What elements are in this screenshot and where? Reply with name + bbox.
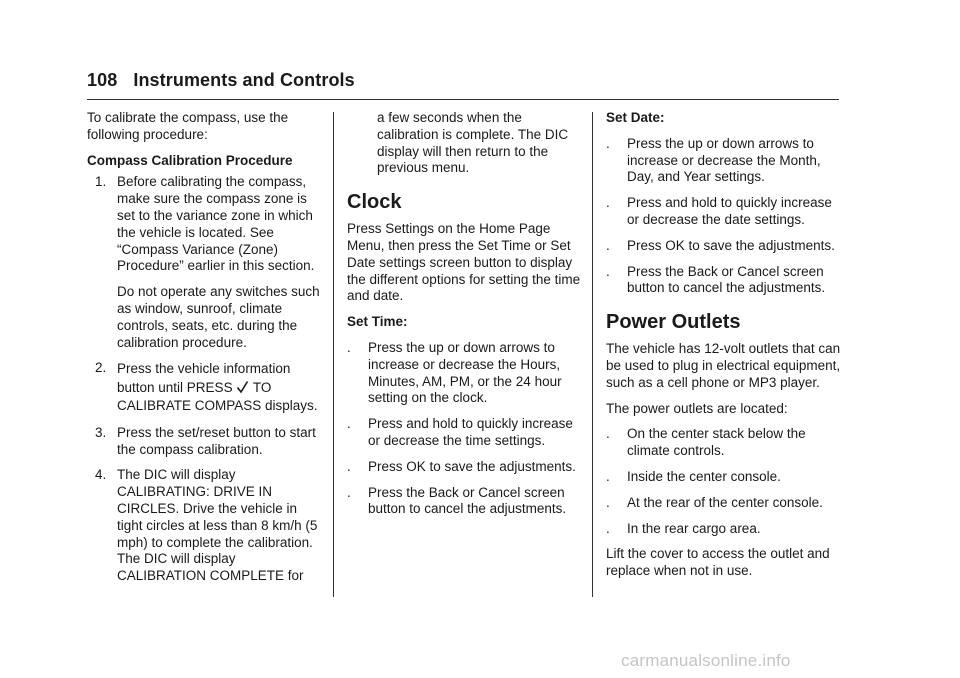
clock-intro: Press Settings on the Home Page Menu, then press the Set Time or Set Date settings screen button to display the different options for setting the time and date.	[347, 221, 581, 304]
list-item	[606, 136, 842, 186]
power-intro: The vehicle has 12-volt outlets that can be used to plug in electrical equipment, such as a cell phone or MP3 player.	[606, 341, 841, 390]
list-item-text: Press and hold to quickly increase or decrease the time settings.	[368, 416, 573, 448]
watermark-text: carmanualsonline.info	[621, 651, 791, 670]
list-item-text: Press the Back or Cancel screen button to cancel the adjustments.	[368, 484, 567, 517]
set-date-label: Set Date:	[606, 110, 665, 125]
step-1	[87, 174, 325, 351]
list-item	[606, 426, 842, 460]
checkmark-icon	[236, 380, 249, 394]
step-number: 3.	[95, 424, 107, 440]
step-text: The DIC will display CALIBRATING: DRIVE IN CIRCLES. Drive the vehicle in tight circles at less than 8 km/h (5 mph) to complete the calibration. The DIC will display CALIBRATION COMPLETE for	[117, 467, 318, 584]
power-outlets-heading: Power Outlets	[606, 311, 741, 334]
continuation-text: a few seconds when the calibration is complete. The DIC display will then return to the previous menu.	[377, 110, 569, 176]
list-item-text: Press OK to save the adjustments.	[368, 458, 576, 474]
intro-text: To calibrate the compass, use the following procedure:	[87, 110, 289, 142]
section-title: Instruments and Controls	[133, 70, 355, 90]
list-item-text: Inside the center console.	[627, 468, 781, 484]
column-3	[606, 110, 842, 589]
step-3	[87, 425, 325, 459]
list-item	[606, 495, 842, 512]
page-header	[87, 70, 355, 91]
step-text: Before calibrating the compass, make sure the compass zone is set to the variance zone in which the vehicle is located. See “Compass Variance (Zone) Procedure” earlier in this section.	[117, 174, 315, 274]
set-time-label: Set Time:	[347, 314, 408, 330]
step-4	[87, 467, 325, 585]
step-number: 2.	[95, 360, 107, 376]
step-text: TO CALIBRATE COMPASS displays.	[117, 379, 318, 414]
bullet-marker: .	[347, 484, 351, 500]
list-item-text: Press the up or down arrows to increase or decrease the Hours, Minutes, AM, PM, or the 24 hour setting on the clock.	[368, 339, 562, 406]
list-item-text: Press the up or down arrows to increase or decrease the Month, Day, and Year settings.	[627, 135, 821, 185]
list-item	[347, 416, 583, 450]
list-item-text: Press the Back or Cancel screen button to cancel the adjustments.	[627, 263, 826, 296]
list-item-text: Press and hold to quickly increase or decrease the date settings.	[627, 195, 832, 227]
step-number: 1.	[95, 174, 107, 190]
column-1	[87, 110, 325, 594]
bullet-marker: .	[606, 494, 610, 510]
column-2	[347, 110, 583, 527]
bullet-marker: .	[606, 426, 610, 442]
bullet-marker: .	[606, 135, 610, 151]
page-number: 108	[87, 70, 118, 90]
bullet-marker: .	[347, 416, 351, 432]
list-item	[606, 264, 842, 298]
clock-heading: Clock	[347, 191, 402, 214]
bullet-marker: .	[347, 458, 351, 474]
closing-text: Lift the cover to access the outlet and replace when not in use.	[606, 546, 830, 579]
located-label: The power outlets are located:	[606, 400, 788, 416]
column-divider-1	[333, 112, 334, 597]
procedure-title: Compass Calibration Procedure	[87, 152, 293, 168]
bullet-marker: .	[606, 195, 610, 211]
list-item-text: On the center stack below the climate controls.	[627, 426, 806, 459]
step-text: Press the vehicle information button until PRESS	[117, 361, 291, 395]
bullet-marker: .	[606, 468, 610, 484]
list-item	[606, 521, 842, 538]
step-2	[87, 360, 325, 416]
list-item	[347, 459, 583, 476]
list-item-text: At the rear of the center console.	[627, 494, 823, 510]
list-item	[347, 485, 583, 519]
header-rule	[87, 99, 839, 100]
step-text: Press the set/reset button to start the compass calibration.	[117, 424, 316, 457]
bullet-marker: .	[606, 237, 610, 253]
list-item	[347, 340, 583, 407]
list-item	[606, 238, 842, 255]
list-item	[606, 195, 842, 229]
list-item	[606, 469, 842, 486]
bullet-marker: .	[606, 520, 610, 536]
bullet-marker: .	[347, 339, 351, 355]
column-divider-2	[592, 112, 593, 597]
list-item-text: Press OK to save the adjustments.	[627, 237, 835, 253]
bullet-marker: .	[606, 263, 610, 279]
step-number: 4.	[95, 467, 107, 483]
step-text: Do not operate any switches such as window, sunroof, climate controls, seats, etc. during the calibration procedure.	[117, 284, 320, 350]
list-item-text: In the rear cargo area.	[627, 520, 761, 536]
